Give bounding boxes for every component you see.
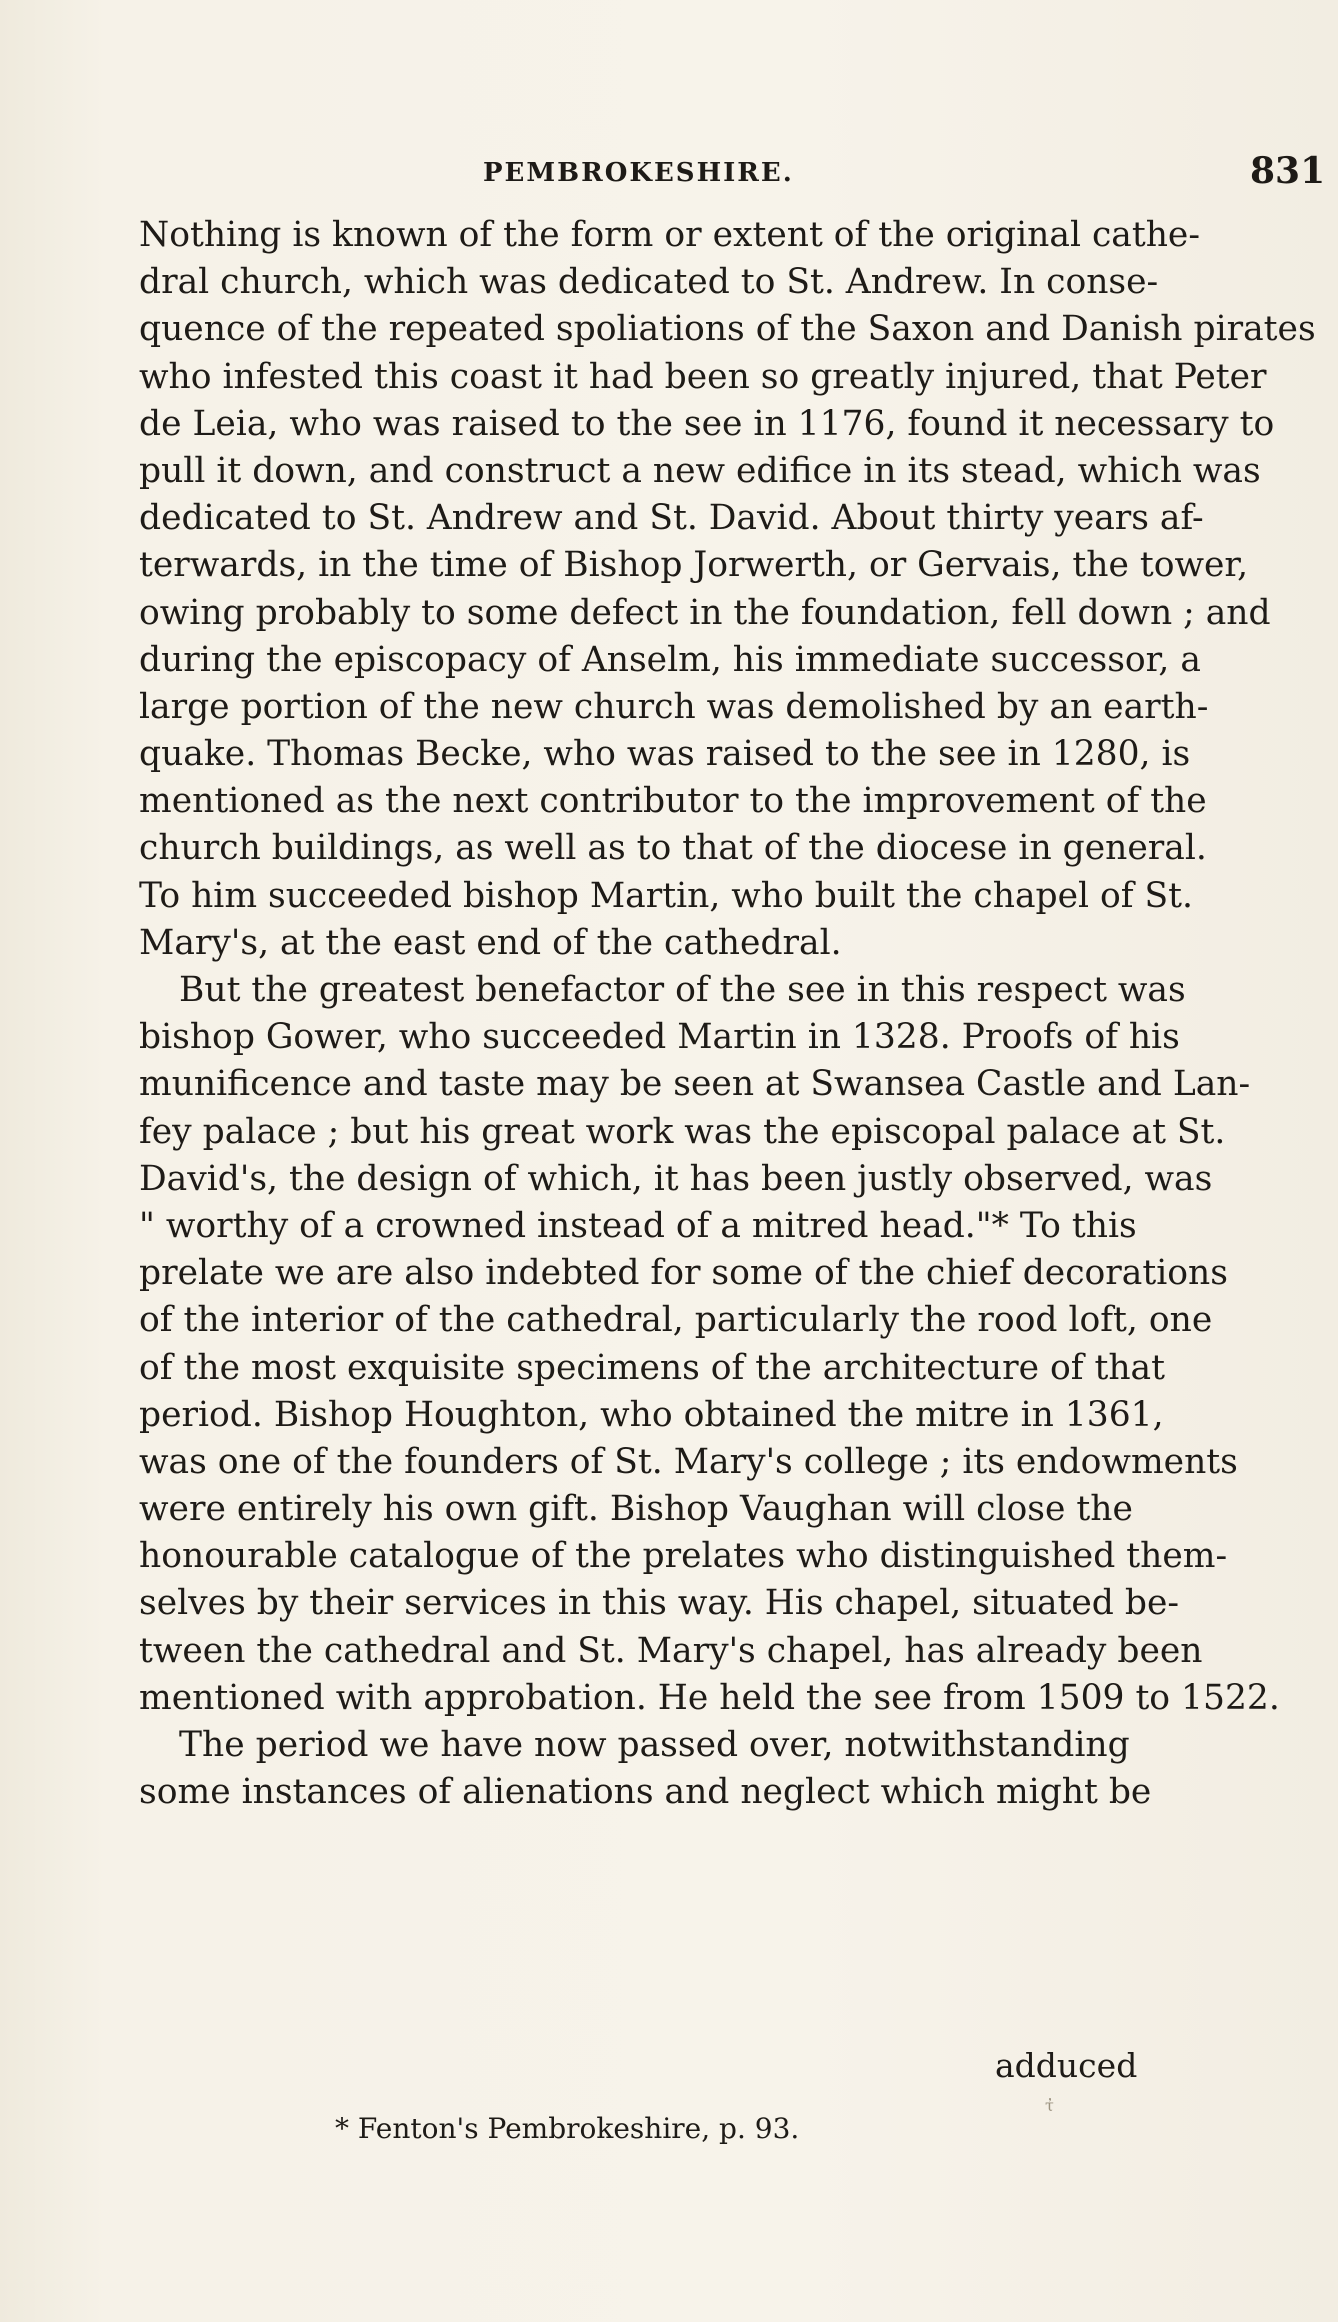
text-line: quence of the repeated spoliations of the Saxon and Danish pirates xyxy=(139,309,1316,350)
text-line: of the most exquisite specimens of the architecture of that xyxy=(139,1347,1165,1388)
text-line: The period we have now passed over, notwithstanding xyxy=(179,1725,1130,1765)
text-line: dral church, which was dedicated to St. Andrew. In conse- xyxy=(139,262,1159,303)
text-line: during the episcopacy of Anselm, his immediate successor, a xyxy=(139,639,1201,680)
text-line: large portion of the new church was demolished by an earth- xyxy=(139,686,1209,727)
text-line: prelate we are also indebted for some of the chief decorations xyxy=(139,1253,1228,1294)
catchword: adduced xyxy=(995,2046,1138,2085)
text-line: of the interior of the cathedral, particularly the rood loft, one xyxy=(139,1300,1213,1341)
page-header xyxy=(0,150,1338,200)
text-line: pull it down, and construct a new edifice in its stead, which was xyxy=(139,450,1261,491)
text-line: But the greatest benefactor of the see in this respect was xyxy=(179,970,1186,1010)
text-line: dedicated to St. Andrew and St. David. About thirty years af- xyxy=(139,498,1204,539)
text-line: some instances of alienations and neglect which might be xyxy=(139,1772,1152,1813)
text-line: bishop Gower, who succeeded Martin in 1328. Proofs of his xyxy=(139,1017,1180,1058)
text-line: Mary's, at the east end of the cathedral. xyxy=(139,922,842,963)
text-line: period. Bishop Houghton, who obtained the mitre in 1361, xyxy=(139,1394,1164,1435)
text-line: munificence and taste may be seen at Swansea Castle and Lan- xyxy=(139,1064,1251,1105)
text-line: were entirely his own gift. Bishop Vaughan will close the xyxy=(139,1489,1133,1530)
body-text xyxy=(139,212,1316,1816)
page-number: 831 xyxy=(1250,150,1326,192)
text-line: terwards, in the time of Bishop Jorwerth, or Gervais, the tower, xyxy=(139,545,1249,586)
text-line: tween the cathedral and St. Mary's chapel, has already been xyxy=(139,1630,1203,1671)
footnote: * Fenton's Pembrokeshire, p. 93. xyxy=(335,2112,800,2145)
marginal-mark: τ̓ xyxy=(1045,2096,1054,2115)
text-line: fey palace ; but his great work was the episcopal palace at St. xyxy=(139,1111,1226,1152)
text-line: owing probably to some defect in the foundation, fell down ; and xyxy=(139,592,1271,633)
text-line: was one of the founders of St. Mary's college ; its endowments xyxy=(139,1441,1238,1482)
text-line: honourable catalogue of the prelates who distinguished them- xyxy=(139,1536,1228,1577)
running-head: PEMBROKESHIRE. xyxy=(483,158,794,188)
text-line: selves by their services in this way. His chapel, situated be- xyxy=(139,1583,1180,1624)
text-line: who infested this coast it had been so greatly injured, that Peter xyxy=(139,356,1267,397)
text-line: To him succeeded bishop Martin, who built the chapel of St. xyxy=(139,875,1194,916)
text-line: de Leia, who was raised to the see in 1176, found it necessary to xyxy=(139,403,1275,444)
text-line: " worthy of a crowned instead of a mitred head."* To this xyxy=(139,1205,1137,1246)
text-line: mentioned with approbation. He held the see from 1509 to 1522. xyxy=(139,1677,1280,1718)
text-line: quake. Thomas Becke, who was raised to the see in 1280, is xyxy=(139,734,1191,775)
text-line: Nothing is known of the form or extent of the original cathe- xyxy=(139,215,1201,255)
text-line: church buildings, as well as to that of the diocese in general. xyxy=(139,828,1207,869)
text-line: David's, the design of which, it has been justly observed, was xyxy=(139,1158,1213,1199)
text-line: mentioned as the next contributor to the improvement of the xyxy=(139,781,1207,822)
